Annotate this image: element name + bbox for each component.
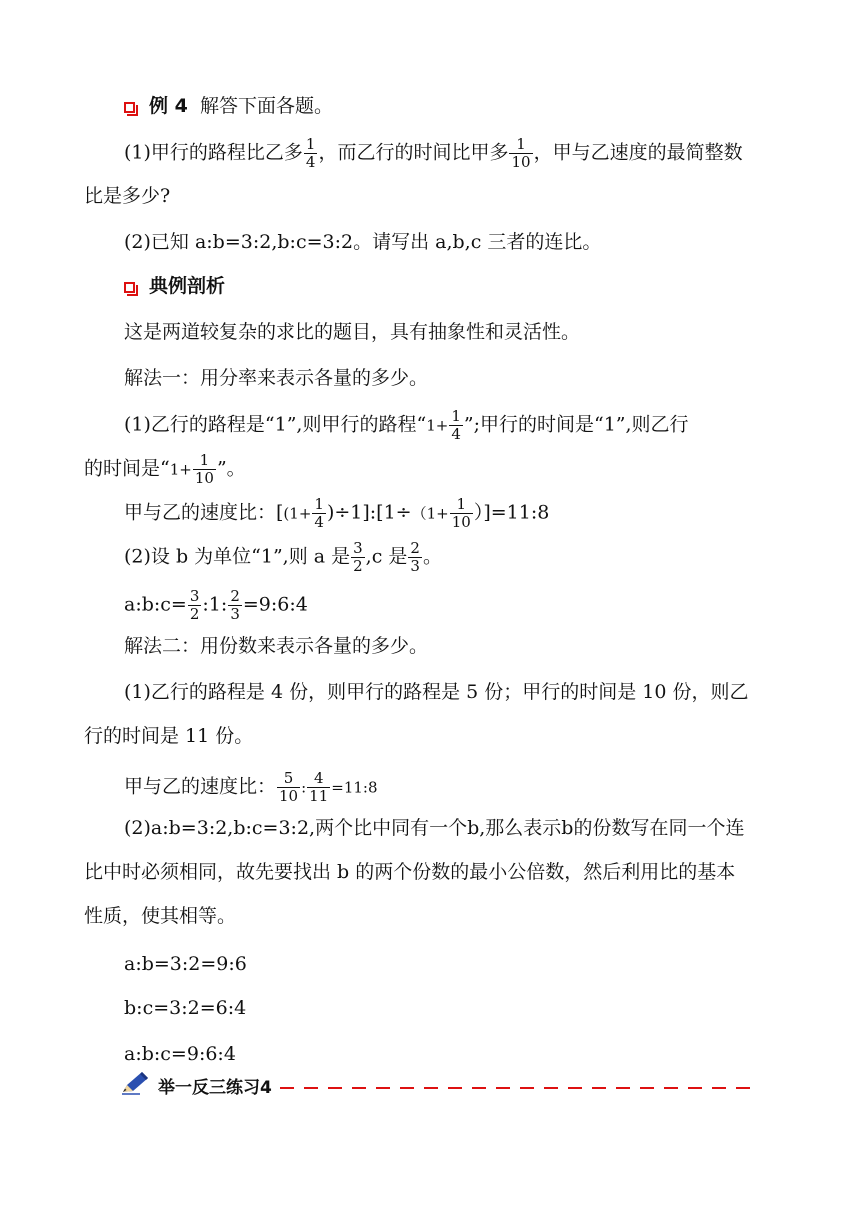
practice-heading: 举一反三练习4	[158, 1078, 272, 1098]
numerator: 4	[307, 770, 330, 788]
fraction-one-tenth	[193, 452, 216, 487]
fraction-one-tenth	[450, 496, 473, 531]
m1-q2-text-b: ,c 是	[365, 545, 408, 568]
method-2-q2-line-3: 性质，使其相等。	[84, 905, 237, 927]
m1-speed-text-a: 甲与乙的速度比：[	[124, 501, 284, 524]
fraction-two-thirds	[408, 540, 422, 575]
example-heading	[124, 94, 333, 118]
numerator: 3	[189, 587, 200, 605]
q1-text-c: ，甲与乙速度的最简整数	[533, 141, 743, 164]
fraction-one-quarter	[449, 408, 463, 443]
m1-speed-text-c: ）]=11:8	[473, 501, 550, 524]
numerator: 1	[450, 496, 473, 514]
fraction-one-quarter	[304, 136, 318, 171]
m1-speed-text-b: )÷1]:[1÷	[326, 501, 412, 524]
ratio-text-c: =9:6:4	[242, 593, 308, 616]
denominator: 4	[305, 153, 316, 171]
ratio-text-a: a:b:c=	[124, 593, 187, 616]
denominator: 2	[189, 605, 200, 623]
paren-one-plus: (1+	[283, 504, 312, 523]
analysis-intro: 这是两道较复杂的求比的题目，具有抽象性和灵活性。	[124, 321, 581, 343]
fraction-two-thirds	[228, 588, 242, 623]
numerator: 5	[277, 770, 300, 788]
example-label: 例 4	[149, 95, 188, 117]
method-1-line-2	[84, 452, 246, 487]
equation-3: a:b:c=9:6:4	[124, 1043, 236, 1065]
method-2-q2-line-2: 比中时必须相同，故先要找出 b 的两个份数的最小公倍数，然后利用比的基本	[84, 861, 736, 883]
numerator: 1	[509, 136, 532, 154]
one-plus: 1+	[426, 416, 449, 435]
method-2-q2-line-1: (2)a:b=3:2,b:c=3:2,两个比中同有一个b,那么表示b的份数写在同一个连	[124, 817, 745, 839]
denominator: 4	[451, 425, 461, 443]
fraction-three-halves	[188, 588, 202, 623]
fraction-one-tenth	[509, 136, 532, 171]
fraction-three-halves	[351, 540, 365, 575]
method-2-title: 解法二：用份数来表示各量的多少。	[124, 635, 429, 657]
question-1-line-2: 比是多少?	[84, 185, 171, 207]
denominator: 3	[230, 605, 240, 623]
numerator: 1	[305, 135, 316, 153]
q1-text-a: (1)甲行的路程比乙多	[124, 141, 303, 164]
method-1-q2	[124, 540, 442, 575]
numerator: 1	[451, 407, 461, 425]
ratio-text-b: :1:	[202, 593, 228, 616]
numerator: 2	[230, 587, 240, 605]
one-plus: 1+	[169, 460, 192, 479]
method-1-speed-ratio	[124, 496, 549, 531]
red-square-bullet-icon	[124, 282, 135, 293]
m1-q2-text-c: 。	[422, 545, 442, 568]
fraction-four-elevenths	[307, 770, 330, 805]
denominator: 10	[194, 469, 214, 487]
method-2-line-1: (1)乙行的路程是 4 份，则甲行的路程是 5 份；甲行的时间是 10 份，则乙	[124, 681, 749, 703]
denominator: 4	[314, 513, 324, 531]
m1-line2-text-a: 的时间是“	[84, 457, 170, 480]
m1-line2-text-b: ”。	[216, 457, 246, 480]
example-text: 解答下面各题。	[199, 95, 333, 117]
m2-speed-text-b: =11:8	[331, 778, 378, 797]
dashed-divider	[280, 1087, 760, 1089]
denominator: 10	[279, 787, 299, 805]
m1-line1-text-a: (1)乙行的路程是“1”,则甲行的路程“	[124, 413, 427, 436]
method-1-title: 解法一：用分率来表示各量的多少。	[124, 367, 429, 389]
analysis-title: 典例剖析	[149, 275, 226, 297]
paren-one-plus: （1+	[411, 504, 449, 523]
denominator: 11	[309, 787, 329, 805]
denominator: 10	[451, 513, 471, 531]
analysis-heading	[124, 274, 225, 298]
m1-line1-text-b: ”;甲行的时间是“1”,则乙行	[463, 413, 689, 436]
q1-text-b: ，而乙行的时间比甲多	[318, 141, 509, 164]
numerator: 1	[314, 495, 324, 513]
denominator: 2	[353, 557, 363, 575]
pencil-icon	[120, 1070, 150, 1096]
equation-1: a:b=3:2=9:6	[124, 953, 247, 975]
red-square-bullet-icon	[124, 102, 135, 113]
question-1-line-1	[124, 136, 743, 171]
equation-2: b:c=3:2=6:4	[124, 997, 247, 1019]
method-2-line-2: 行的时间是 11 份。	[84, 725, 254, 747]
m2-speed-text-a: 甲与乙的速度比：	[124, 775, 277, 798]
denominator: 3	[410, 557, 420, 575]
fraction-one-quarter	[312, 496, 326, 531]
method-2-speed-ratio	[124, 770, 378, 805]
numerator: 3	[353, 539, 363, 557]
numerator: 1	[193, 452, 216, 470]
numerator: 2	[410, 539, 420, 557]
fraction-five-tenths	[277, 770, 300, 805]
colon: :	[301, 778, 307, 797]
method-1-line-1	[124, 408, 689, 443]
method-1-q2-ratio	[124, 588, 308, 623]
m1-q2-text-a: (2)设 b 为单位“1”,则 a 是	[124, 545, 351, 568]
denominator: 10	[511, 153, 531, 171]
question-2: (2)已知 a:b=3:2,b:c=3:2。请写出 a,b,c 三者的连比。	[124, 231, 602, 253]
